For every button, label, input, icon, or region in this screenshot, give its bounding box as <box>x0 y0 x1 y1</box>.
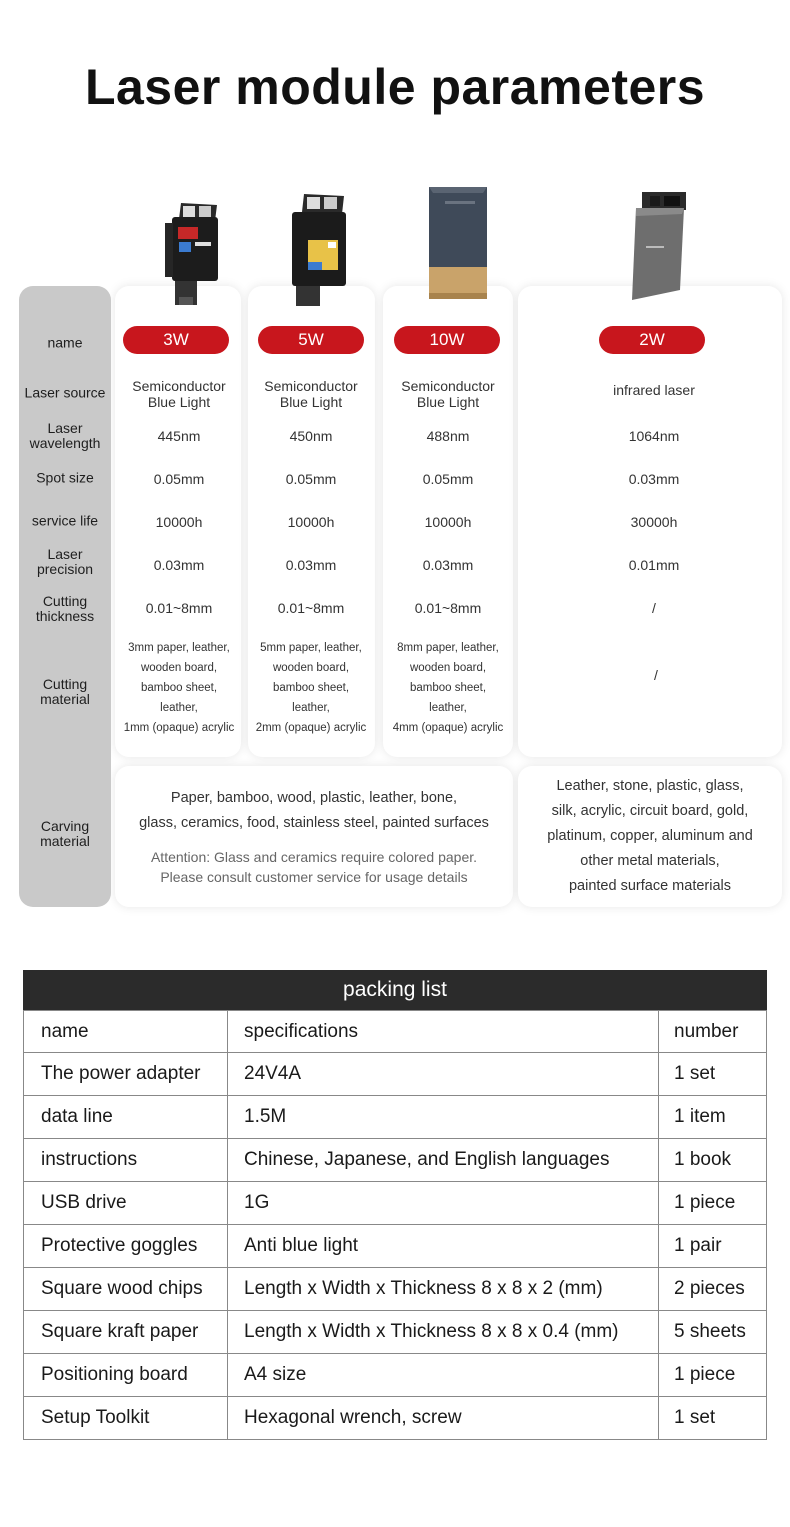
item-name: data line <box>41 1106 113 1127</box>
cutting-material-3w: 3mm paper, leather, wooden board, bamboo sheet, leather, 1mm (opaque) acrylic <box>123 642 235 734</box>
header-item-spec: specifications <box>244 1021 359 1042</box>
item-name: Square wood chips <box>41 1278 203 1299</box>
precision-2w: 0.01mm <box>628 557 680 573</box>
column-divider <box>658 1311 659 1353</box>
header-item-number: number <box>674 1021 739 1042</box>
item-spec: Hexagonal wrench, screw <box>244 1407 462 1428</box>
item-spec: 1.5M <box>244 1106 287 1127</box>
packing-row <box>23 1096 767 1139</box>
parameter-label-column <box>19 286 111 907</box>
packing-row <box>23 1354 767 1397</box>
thickness-2w: / <box>652 600 656 616</box>
wavelength-5w: 450nm <box>289 428 333 444</box>
column-divider <box>227 1225 228 1267</box>
cutting-material-5w: 5mm paper, leather, wooden board, bamboo sheet, leather, 2mm (opaque) acrylic <box>255 642 367 734</box>
wavelength-3w: 445nm <box>157 428 201 444</box>
cutting-material-2w: / <box>654 667 658 683</box>
thickness-10w: 0.01~8mm <box>414 600 482 616</box>
column-divider <box>658 1397 659 1439</box>
packing-list-title: packing list <box>23 970 767 1010</box>
column-divider <box>658 1053 659 1095</box>
wavelength-2w: 1064nm <box>628 428 680 444</box>
packing-row <box>23 1225 767 1268</box>
item-number: 1 set <box>674 1407 716 1428</box>
label-laser-precision: Laser precision <box>36 546 94 577</box>
item-number: 2 pieces <box>674 1278 745 1299</box>
laser-module-10w-image <box>415 183 495 308</box>
item-number: 1 item <box>674 1106 726 1127</box>
service-life-2w: 30000h <box>630 514 678 530</box>
laser-module-5w-image <box>280 190 356 310</box>
item-name: Positioning board <box>41 1364 188 1385</box>
item-name: Square kraft paper <box>41 1321 199 1342</box>
column-divider <box>227 1182 228 1224</box>
item-spec: 1G <box>244 1192 270 1213</box>
service-life-5w: 10000h <box>287 514 335 530</box>
column-divider <box>658 1139 659 1181</box>
packing-row <box>23 1139 767 1182</box>
item-name: The power adapter <box>41 1063 201 1084</box>
label-name: name <box>47 334 83 351</box>
item-number: 1 pair <box>674 1235 722 1256</box>
label-spot-size: Spot size <box>36 469 94 486</box>
service-life-3w: 10000h <box>155 514 203 530</box>
column-divider <box>227 1096 228 1138</box>
column-divider <box>227 1268 228 1310</box>
item-number: 1 piece <box>674 1364 736 1385</box>
column-divider <box>227 1311 228 1353</box>
power-badge-2w: 2W <box>599 326 705 354</box>
carving-attention-note: Attention: Glass and ceramics require colored paper. Please consult customer service for usage details <box>150 849 478 885</box>
item-spec: Length x Width x Thickness 8 x 8 x 0.4 (mm) <box>244 1321 619 1342</box>
packing-header-row <box>23 1010 767 1053</box>
item-name: instructions <box>41 1149 138 1170</box>
laser-source-3w: Semiconductor Blue Light <box>132 378 226 410</box>
column-divider <box>227 1354 228 1396</box>
column-divider <box>658 1268 659 1310</box>
item-number: 5 sheets <box>674 1321 746 1342</box>
thickness-5w: 0.01~8mm <box>277 600 345 616</box>
thickness-3w: 0.01~8mm <box>145 600 213 616</box>
precision-10w: 0.03mm <box>422 557 474 573</box>
laser-module-2w-image <box>620 186 700 308</box>
power-badge-3w: 3W <box>123 326 229 354</box>
spot-size-10w: 0.05mm <box>422 471 474 487</box>
packing-row <box>23 1053 767 1096</box>
precision-5w: 0.03mm <box>285 557 337 573</box>
item-spec: 24V4A <box>244 1063 302 1084</box>
item-spec: Anti blue light <box>244 1235 359 1256</box>
label-service-life: service life <box>31 512 99 529</box>
column-divider <box>658 1011 659 1053</box>
item-spec: Chinese, Japanese, and English languages <box>244 1149 610 1170</box>
column-divider <box>227 1397 228 1439</box>
page-title: Laser module parameters <box>84 59 706 115</box>
packing-row <box>23 1182 767 1225</box>
label-laser-wavelength: Laser wavelength <box>29 420 101 451</box>
label-cutting-material: Cutting material <box>40 676 90 707</box>
packing-row <box>23 1397 767 1440</box>
precision-3w: 0.03mm <box>153 557 205 573</box>
column-divider <box>658 1225 659 1267</box>
power-badge-10w: 10W <box>394 326 500 354</box>
column-divider <box>227 1053 228 1095</box>
packing-row <box>23 1311 767 1354</box>
column-divider <box>658 1354 659 1396</box>
item-name: Setup Toolkit <box>41 1407 150 1428</box>
item-number: 1 book <box>674 1149 732 1170</box>
item-name: Protective goggles <box>41 1235 198 1256</box>
label-cutting-thickness: Cutting thickness <box>35 593 95 624</box>
carving-blue-text: Paper, bamboo, wood, plastic, leather, bone, glass, ceramics, food, stainless steel, painted surfaces <box>139 790 489 831</box>
laser-source-10w: Semiconductor Blue Light <box>401 378 495 410</box>
laser-source-5w: Semiconductor Blue Light <box>264 378 358 410</box>
wavelength-10w: 488nm <box>426 428 470 444</box>
item-number: 1 set <box>674 1063 716 1084</box>
column-divider <box>227 1011 228 1053</box>
spot-size-2w: 0.03mm <box>628 471 680 487</box>
spot-size-5w: 0.05mm <box>285 471 337 487</box>
item-name: USB drive <box>41 1192 127 1213</box>
cutting-material-10w: 8mm paper, leather, wooden board, bamboo sheet, leather, 4mm (opaque) acrylic <box>392 642 504 734</box>
column-divider <box>658 1182 659 1224</box>
carving-ir-text: Leather, stone, plastic, glass, silk, acrylic, circuit board, gold, platinum, copper, aluminum and other metal materials, painted surface materials <box>547 778 753 894</box>
label-carving-material: Carving material <box>40 818 90 849</box>
packing-row <box>23 1268 767 1311</box>
service-life-10w: 10000h <box>424 514 472 530</box>
laser-source-2w: infrared laser <box>613 382 695 398</box>
power-badge-5w: 5W <box>258 326 364 354</box>
header-item-name: name <box>41 1021 89 1042</box>
item-spec: Length x Width x Thickness 8 x 8 x 2 (mm) <box>244 1278 603 1299</box>
laser-module-3w-image <box>155 197 225 312</box>
item-spec: A4 size <box>244 1364 307 1385</box>
spot-size-3w: 0.05mm <box>153 471 205 487</box>
item-number: 1 piece <box>674 1192 736 1213</box>
label-laser-source: Laser source <box>24 384 106 401</box>
column-divider <box>227 1139 228 1181</box>
column-divider <box>658 1096 659 1138</box>
